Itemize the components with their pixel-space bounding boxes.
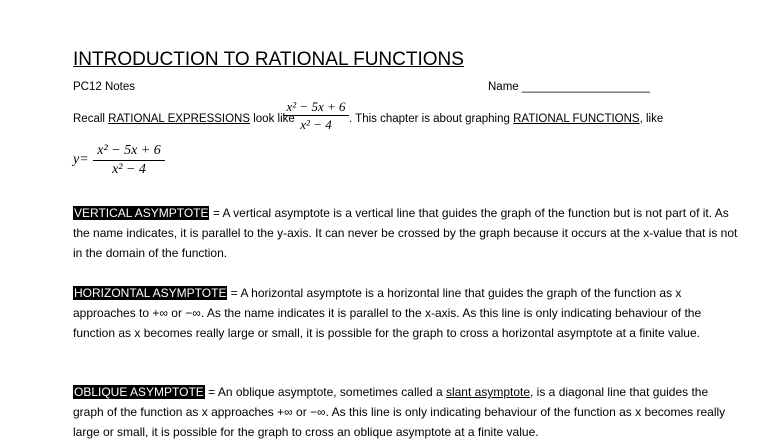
recall-prefix: Recall	[73, 113, 109, 125]
name-field-label: Name ____________________	[488, 81, 650, 93]
recall-after: . This chapter is about graphing	[349, 113, 514, 125]
recall-middle: look like	[250, 113, 295, 125]
vertical-asymptote-term: VERTICAL ASYMPTOTE	[74, 206, 209, 220]
function-denominator: x² − 4	[112, 162, 146, 177]
rational-expressions-term: RATIONAL EXPRESSIONS	[108, 113, 251, 125]
course-label: PC12 Notes	[73, 81, 136, 93]
horizontal-asymptote-definition	[73, 284, 741, 343]
fraction-bar	[283, 115, 349, 116]
page-title: INTRODUCTION TO RATIONAL FUNCTIONS	[73, 49, 464, 70]
recall-line	[73, 113, 295, 125]
function-numerator: x² − 5x + 6	[97, 143, 161, 158]
vertical-asymptote-definition	[73, 204, 741, 263]
horizontal-asymptote-text: = A horizontal asymptote is a horizontal line that guides the graph of the function as x approaches to +∞ or −∞. As the name indicates it is parallel to the x-axis. As this line is only indicating behaviour of the function as x becomes really large or small, it is possible for the graph to cross a horizontal asymptote at a finite value.	[73, 286, 702, 340]
oblique-asymptote-definition	[73, 383, 741, 442]
vertical-asymptote-text: = A vertical asymptote is a vertical line that guides the graph of the function but is not part of it. As the name indicates, it is parallel to the y-axis. It can never be crossed by the graph because it occurs at the x-value that is not in the domain of the function.	[73, 206, 738, 260]
function-lhs: y=	[73, 152, 89, 167]
rational-expression-fraction	[283, 100, 349, 131]
function-fraction-bar	[93, 160, 165, 161]
slant-asymptote-link[interactable]: slant asymptote	[445, 385, 531, 399]
horizontal-asymptote-term: HORIZONTAL ASYMPTOTE	[74, 286, 227, 300]
oblique-asymptote-term: OBLIQUE ASYMPTOTE	[74, 385, 204, 399]
oblique-asymptote-text-b: , is a diagonal line that guides the graph of the function as x approaches +∞ or −∞. As this line is only indicating behaviour of the function as x becomes really large or small, it is possible for the graph to cross an oblique asymptote at a finite value.	[73, 385, 726, 439]
fraction-denominator: x² − 4	[300, 117, 332, 132]
rational-functions-term: RATIONAL FUNCTIONS	[513, 113, 640, 125]
fraction-numerator: x² − 5x + 6	[286, 99, 346, 114]
rational-function-fraction	[93, 144, 165, 177]
recall-suffix: , like	[639, 113, 664, 125]
recall-line-end	[349, 113, 663, 125]
oblique-asymptote-text-a: = An oblique asymptote, sometimes called a	[204, 385, 446, 399]
